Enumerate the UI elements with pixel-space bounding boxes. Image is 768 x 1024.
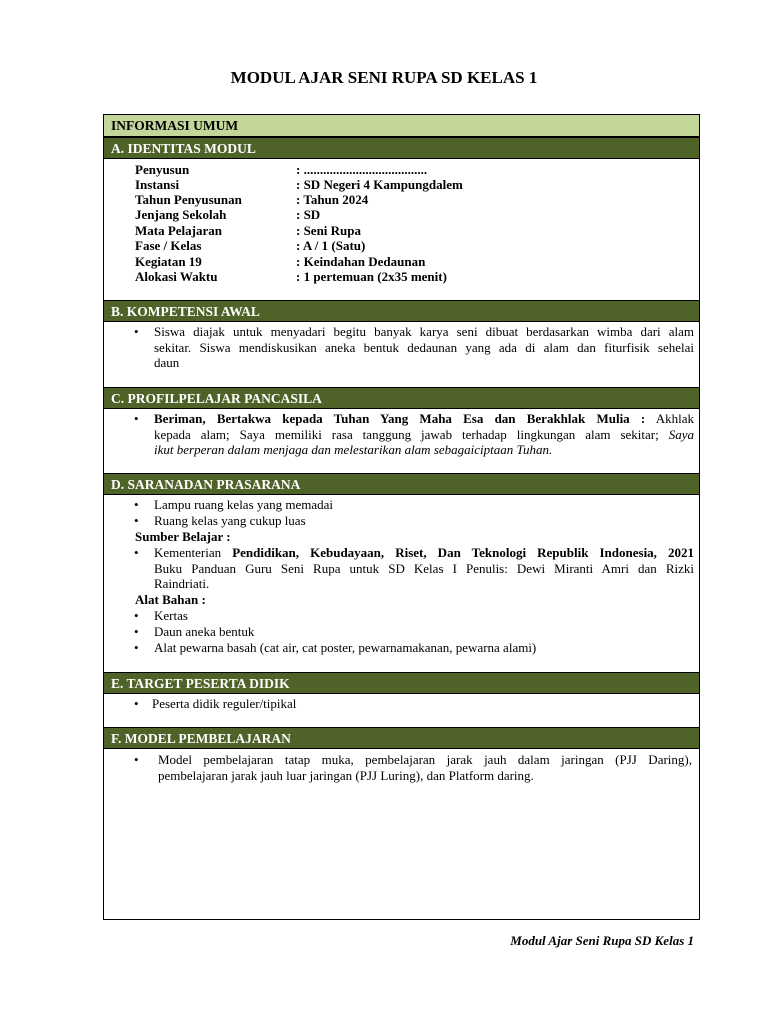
header-model-pembelajaran: F. MODEL PEMBELAJARAN [104,727,699,749]
document-title: MODUL AJAR SENI RUPA SD KELAS 1 [230,68,538,87]
header-identitas-modul: A. IDENTITAS MODUL [104,137,699,159]
identitas-row: Instansi : SD Negeri 4 Kampungdalem [135,177,463,192]
identitas-row: Fase / Kelas : A / 1 (Satu) [135,238,366,253]
identitas-row: Penyusun : ...................................... [135,162,428,177]
bullet-icon: • [134,545,139,560]
header-sarana-prasarana: D. SARANADAN PRASARANA [104,473,699,495]
header-target-peserta: E. TARGET PESERTA DIDIK [104,672,699,694]
header-profil-pelajar: C. PROFILPELAJAR PANCASILA [104,387,699,409]
identitas-row: Jenjang Sekolah : SD [135,207,321,222]
page-footer: Modul Ajar Seni Rupa SD Kelas 1 [510,933,694,948]
bullet-icon: • [134,624,139,639]
bullet-icon: • [134,497,139,512]
bullet-icon: • [134,608,139,623]
bullet-icon: • [134,513,139,528]
sumber-belajar-label: Sumber Belajar : [135,529,231,544]
header-informasi-umum: INFORMASI UMUM [104,115,699,137]
bullet-icon: • [134,696,139,711]
alat-bahan-label: Alat Bahan : [135,592,206,607]
bullet-icon: • [134,752,139,767]
identitas-row: Kegiatan 19 : Keindahan Dedaunan [135,254,426,269]
identitas-row: Alokasi Waktu : 1 pertemuan (2x35 menit) [135,269,447,284]
bullet-icon: • [134,411,139,426]
bullet-icon: • [134,640,139,655]
identitas-row: Mata Pelajaran : Seni Rupa [135,223,362,238]
identitas-row: Tahun Penyusunan : Tahun 2024 [135,192,369,207]
bullet-icon: • [134,324,139,339]
header-kompetensi-awal: B. KOMPETENSI AWAL [104,300,699,322]
module-table: INFORMASI UMUM A. IDENTITAS MODUL Penyusun : ...................................... Instansi : SD Negeri 4 Kampungdalem Tahun Penyusunan : Tahun 2024 Jenjang Sekolah : SD Mata Pelajaran : Seni Rupa Fase / Kelas : A / 1 (Satu) Kegiatan 19 : Keindahan Dedaunan Alokasi Waktu : 1 pertemuan (2x35 menit) B. KOMPETENSI AWAL • Siswa diajak untuk menyadari begitu banyak karya seni dibuat berdasarkan wimba dari alam sekitar. Siswa mendiskusikan aneka bentuk dedaunan yang ada di alam dan fiturfisik sehelai daun C. PROFILPELAJAR PANCASILA • Beriman, Bertakwa kepada Tuhan Yang Maha Esa dan Berakhlak Mulia : Akhlak kepada alam; Saya memiliki rasa tanggung jawab terhadap lingkungan alam sekitar; Saya ikut berperan dalam menjaga dan melestarikan alam sebagaiciptaan Tuhan. D. SARANADAN PRASARANA • Lampu ruang kelas yang memadai • Ruang kelas yang cukup luas Sumber Belajar : • Kementerian Pendidikan, Kebudayaan, Riset, Dan Teknologi Republik Indonesia, 2021 Buku Panduan Guru Seni Rupa untuk SD Kelas I Penulis: Dewi Miranti Amri dan Rizki Raindriati. Alat Bahan : • Kertas • Daun aneka bentuk • Alat pewarna basah (cat air, cat poster, pewarnamakanan, pewarna alami) E. TARGET PESERTA DIDIK • Peserta didik reguler/tipikal F. MODEL PEMBELAJARAN • Model pembelajaran tatap muka, pembelajaran jarak jauh dalam jaringan (PJJ Daring), pembelajaran jarak jauh luar jaringan (PJJ Luring), dan Platform daring. [103,114,700,920]
